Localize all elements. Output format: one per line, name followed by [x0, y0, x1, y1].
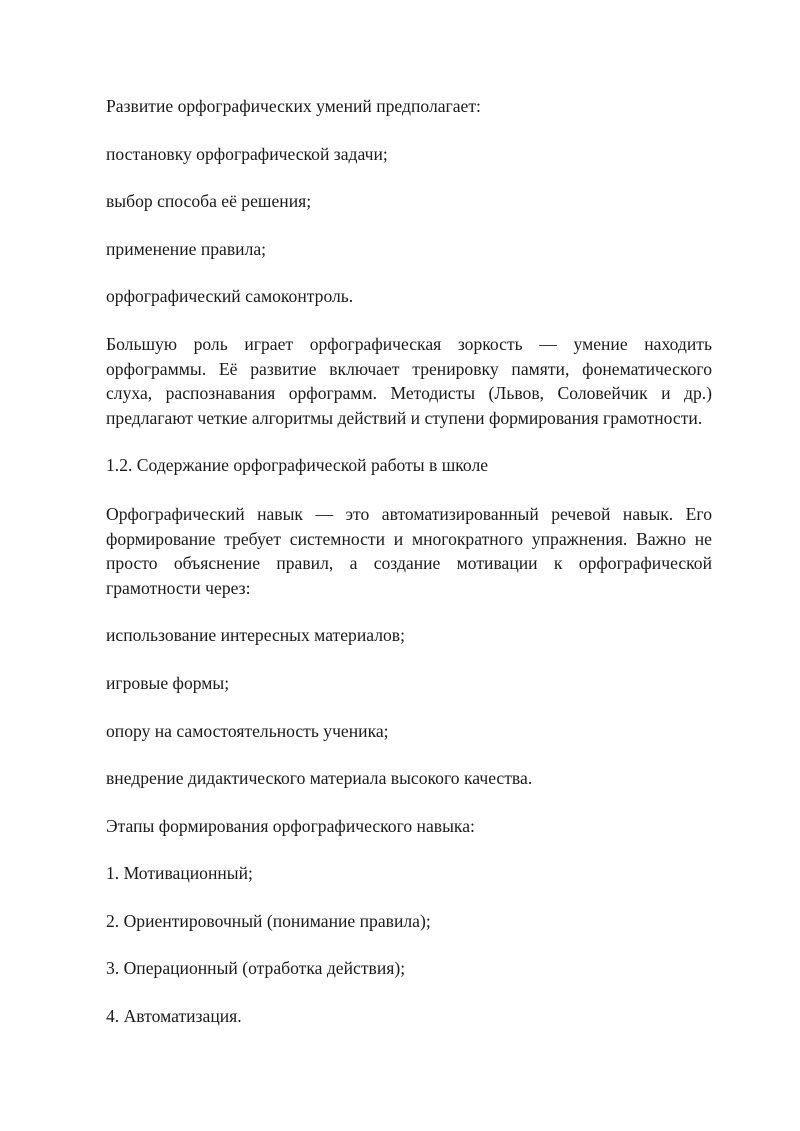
list-item: использование интересных материалов;: [106, 625, 405, 646]
stage-item: 4. Автоматизация.: [106, 1006, 242, 1027]
section-heading: 1.2. Содержание орфографической работы в школе: [106, 455, 489, 476]
list-item: игровые формы;: [106, 672, 230, 693]
stages-intro: Этапы формирования орфографического навыка:: [106, 815, 475, 836]
stage-item: 3. Операционный (отработка действия);: [106, 958, 406, 979]
list-item: выбор способа её решения;: [106, 191, 312, 212]
list-item: постановку орфографической задачи;: [106, 143, 388, 164]
paragraph-skill: Орфографический навык — это автоматизированный речевой навык. Его формирование требует системности и многократного упражнения. Важно не просто объяснение правил, а создание мотивации к орфографической грамотности через:: [106, 503, 712, 598]
list-item: опору на самостоятельность ученика;: [106, 720, 389, 741]
stage-item: 2. Ориентировочный (понимание правила);: [106, 910, 431, 931]
stage-item: 1. Мотивационный;: [106, 863, 253, 884]
document-body: [106, 94, 712, 1052]
paragraph-vigilance: Большую роль играет орфографическая зоркость — умение находить орфограммы. Её развитие включает тренировку памяти, фонематического слуха, распознавания орфограмм. Методисты (Львов, Соловейчик и др.) предлагают четкие алгоритмы действий и ступени формирования грамотности.: [106, 333, 712, 428]
intro-line: Развитие орфографических умений предполагает:: [106, 96, 481, 116]
list-item: внедрение дидактического материала высокого качества.: [106, 768, 533, 789]
list-item: применение правила;: [106, 238, 267, 259]
list-item: орфографический самоконтроль.: [106, 286, 354, 307]
